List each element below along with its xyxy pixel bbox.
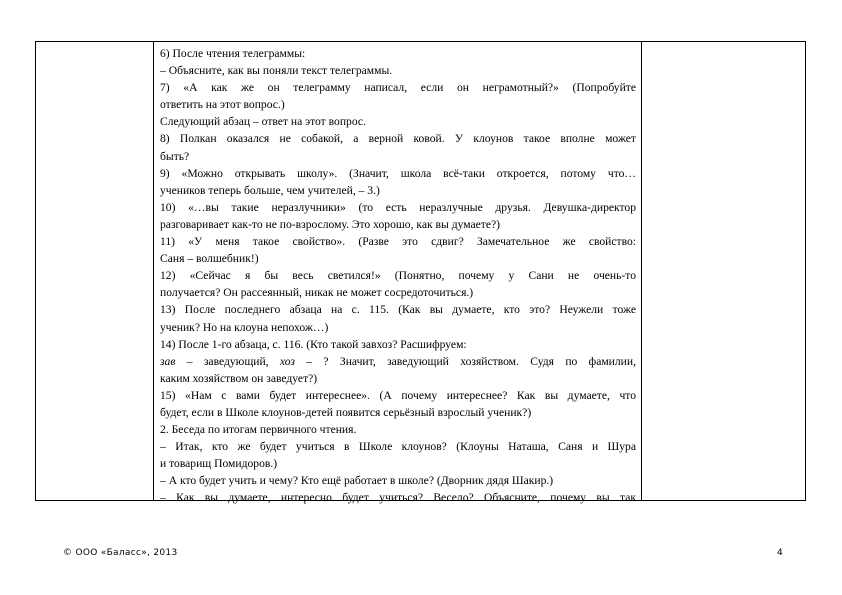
table-left-column	[36, 42, 154, 500]
text-line: и товарищ Помидоров.)	[160, 457, 278, 471]
text-line: каким хозяйством он заведует?)	[160, 371, 318, 385]
text-line: 11) «У меня такое свойство». (Разве это сдвиг? Замечательное же свойство:	[160, 235, 636, 249]
text-line: 6) После чтения телеграммы:	[160, 47, 306, 60]
text-line: Саня – волшебник!)	[160, 252, 259, 266]
text-line-abbreviations: зав – заведующий, хоз – ? Значит, заведующий хозяйством. Судя по фамилии,	[160, 354, 636, 368]
text-line: получается? Он рассеянный, никак не может сосредоточиться.)	[160, 286, 474, 300]
copyright-footer: © ООО «Баласс», 2013	[63, 548, 178, 558]
text-line: – А кто будет учить и чему? Кто ещё работает в школе? (Дворник дядя Шакир.)	[160, 474, 554, 488]
text-line: 8) Полкан оказался не собакой, а верной ковой. У клоунов такое вполне может	[160, 132, 636, 146]
text-line: – Объясните, как вы поняли текст телеграммы.	[160, 64, 393, 78]
text-line: ученик? Но на клоуна непохож…)	[160, 320, 329, 334]
text-line: 12) «Сейчас я бы весь светился!» (Понятно, почему у Сани не очень-то	[160, 269, 636, 283]
lesson-table	[35, 41, 806, 505]
text-line: 2. Беседа по итогам первичного чтения.	[160, 423, 357, 437]
text-line: 14) После 1-го абзаца, с. 116. (Кто такой завхоз? Расшифруем:	[160, 337, 467, 351]
abbr-hoz: хоз	[279, 354, 295, 368]
text-line: 7) «А как же он телеграмму написал, если он неграмотный?» (Попробуйте	[160, 81, 636, 95]
text-line: будет, если в Школе клоунов-детей появится серьёзный взрослый ученик?)	[160, 405, 532, 419]
abbr-zav: зав	[160, 354, 176, 368]
text-line: ответить на этот вопрос.)	[160, 98, 285, 112]
text-line: 13) После последнего абзаца на с. 115. (Как вы думаете, кто это? Неужели тоже	[160, 303, 636, 317]
table-content-column	[154, 42, 642, 505]
text-line: учеников теперь больше, чем учителей, – 3.)	[160, 183, 380, 197]
text-line: 9) «Можно открывать школу». (Значит, школа всё-таки откроется, потому что…	[160, 166, 636, 180]
page-number: 4	[777, 548, 783, 558]
text-line: Следующий абзац – ответ на этот вопрос.	[160, 115, 366, 129]
table-right-column	[642, 42, 805, 500]
text-line: разговаривает как-то не по-взрослому. Это хорошо, как вы думаете?)	[160, 217, 500, 231]
text-line: 15) «Нам с вами будет интереснее». (А почему интереснее? Как вы думаете, что	[160, 388, 636, 402]
text-line: – Итак, кто же будет учиться в Школе клоунов? (Клоуны Наташа, Саня и Шура	[160, 440, 636, 454]
text-line: – Как вы думаете, интересно будет учиться? Весело? Объясните, почему вы так	[160, 491, 636, 505]
text-line: 10) «…вы такие неразлучники» (то есть неразлучные друзья. Девушка-директор	[160, 200, 636, 214]
text-line: быть?	[160, 149, 190, 163]
